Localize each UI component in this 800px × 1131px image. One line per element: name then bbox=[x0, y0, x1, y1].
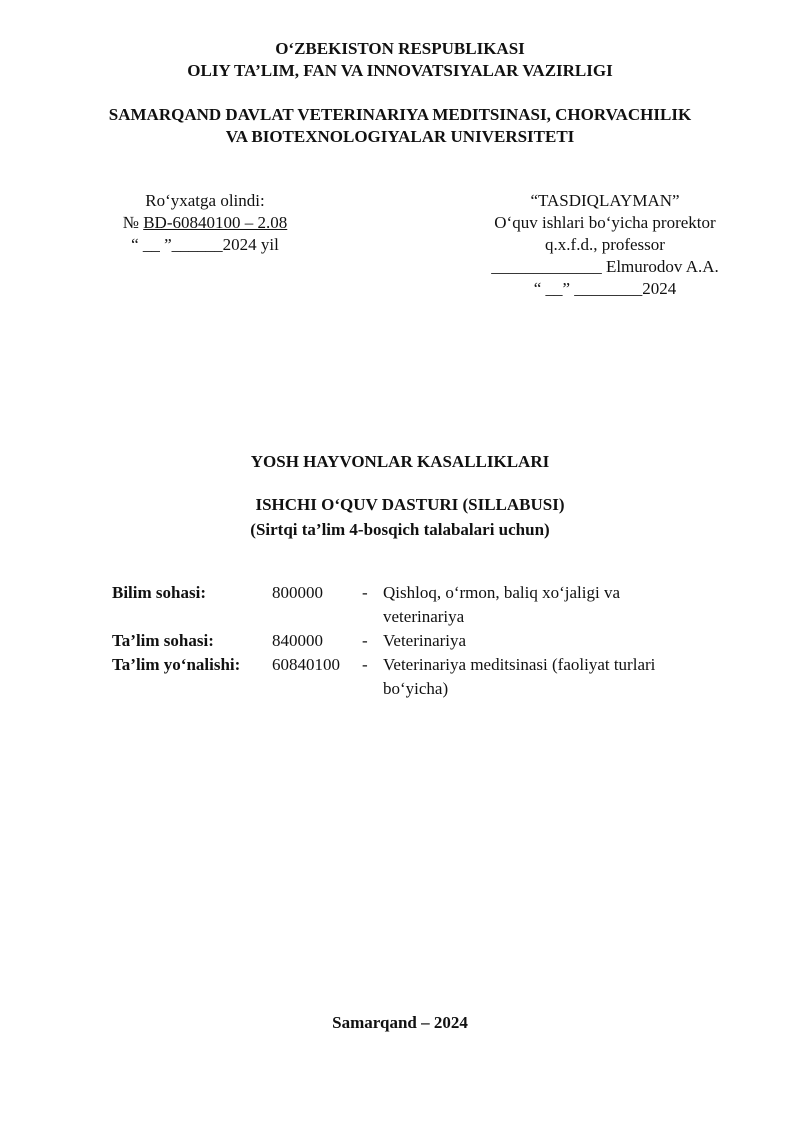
approval-degree: q.x.f.d., professor bbox=[545, 235, 665, 254]
field-value: Veterinariya bbox=[383, 631, 467, 650]
field-code: 800000 bbox=[272, 583, 323, 602]
field-value-continued: bo‘yicha) bbox=[383, 679, 449, 698]
ministry-header bbox=[0, 38, 800, 82]
program-audience: (Sirtqi ta’lim 4-bosqich talabalari uchun) bbox=[250, 520, 550, 539]
field-dash: - bbox=[362, 655, 368, 674]
field-label: Ta’lim yo‘nalishi: bbox=[112, 655, 241, 674]
footer-city-year: Samarqand – 2024 bbox=[332, 1013, 468, 1032]
registration-number-prefix: № bbox=[122, 213, 144, 232]
fields-table bbox=[0, 581, 800, 721]
approval-date: “ __” ________2024 bbox=[533, 279, 677, 298]
field-label: Bilim sohasi: bbox=[112, 583, 206, 602]
university-title-line2: VA BIOTEXNOLOGIYALAR UNIVERSITETI bbox=[225, 127, 575, 146]
field-label: Ta’lim sohasi: bbox=[112, 631, 214, 650]
program-title: ISHCHI O‘QUV DASTURI (SILLABUSI) bbox=[255, 495, 565, 514]
field-value: Qishloq, o‘rmon, baliq xo‘jaligi va bbox=[383, 583, 621, 602]
registration-number: BD-60840100 – 2.08 bbox=[143, 213, 288, 232]
approval-signature-line: _____________ Elmurodov A.A. bbox=[491, 257, 719, 276]
field-dash: - bbox=[362, 583, 368, 602]
approval-position: O‘quv ishlari bo‘yicha prorektor bbox=[494, 213, 716, 232]
university-title-line1: SAMARQAND DAVLAT VETERINARIYA MEDITSINASI, CHORVACHILIK bbox=[108, 105, 692, 124]
approval-title: “TASDIQLAYMAN” bbox=[530, 191, 680, 210]
country-title: O‘ZBEKISTON RESPUBLIKASI bbox=[275, 39, 525, 58]
registration-number-line bbox=[100, 212, 310, 234]
registration-date: “ __ ”______2024 yil bbox=[131, 235, 279, 254]
registration-block bbox=[100, 190, 310, 256]
field-code: 840000 bbox=[272, 631, 323, 650]
field-value: Veterinariya meditsinasi (faoliyat turlari bbox=[383, 655, 656, 674]
registration-label: Ro‘yxatga olindi: bbox=[145, 191, 265, 210]
field-code: 60840100 bbox=[272, 655, 340, 674]
university-header bbox=[0, 104, 800, 148]
course-title: YOSH HAYVONLAR KASALLIKLARI bbox=[250, 452, 550, 471]
field-value-continued: veterinariya bbox=[383, 607, 465, 626]
ministry-title: OLIY TA’LIM, FAN VA INNOVATSIYALAR VAZIRLIGI bbox=[187, 61, 613, 80]
approval-block bbox=[460, 190, 750, 300]
field-dash: - bbox=[362, 631, 368, 650]
